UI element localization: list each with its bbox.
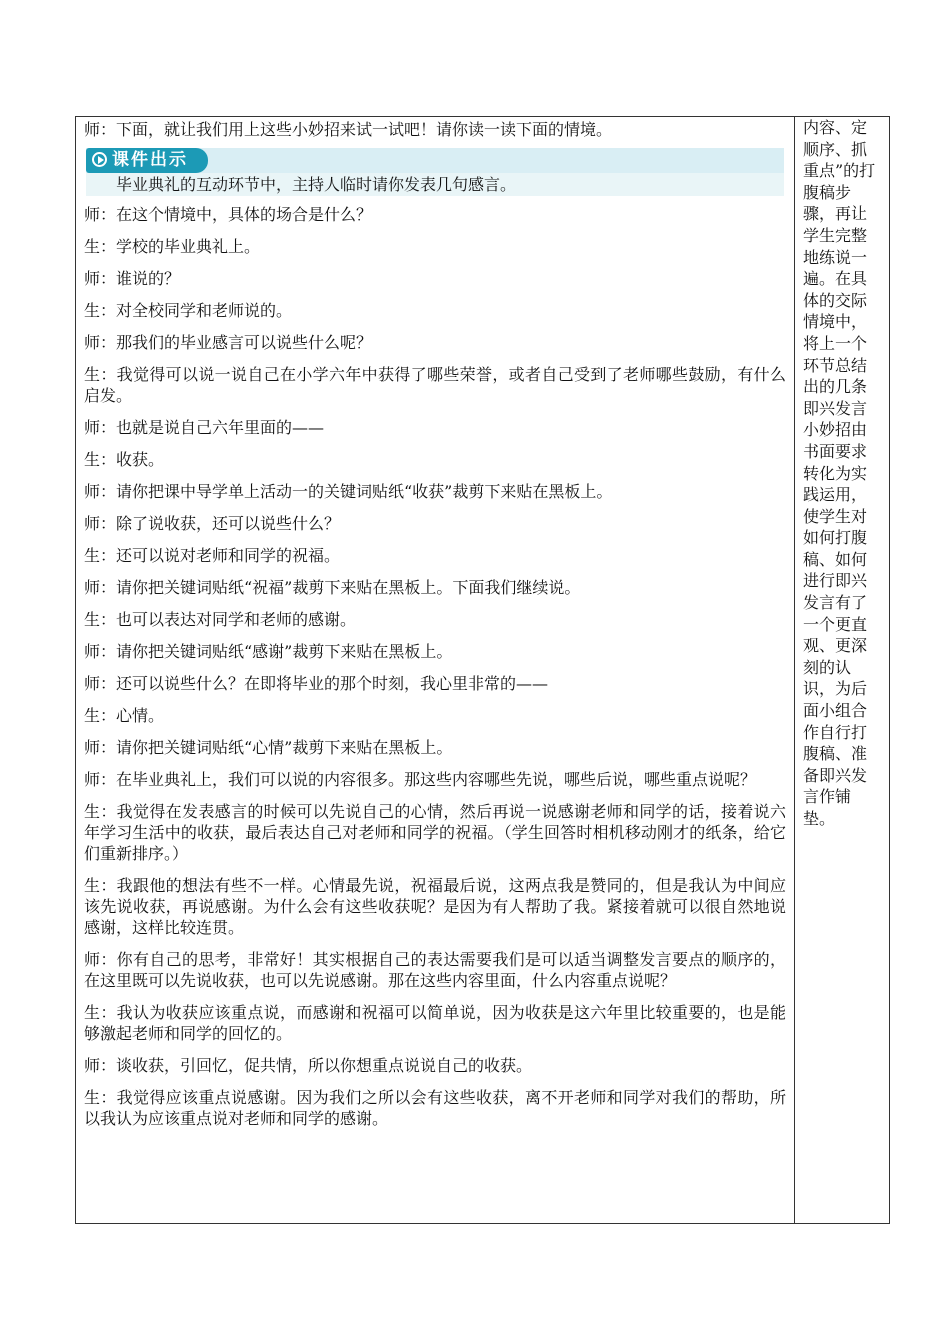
dialogue-line: 生：对全校同学和老师说的。 bbox=[84, 301, 293, 320]
dialogue-list bbox=[76, 204, 794, 1129]
dialogue-line: 生：我觉得应该重点说感谢。因为我们之所以会有这些收获，离不开老师和同学对我们的帮助，所以我认为应该重点说对老师和同学的感谢。 bbox=[84, 1088, 786, 1128]
dialogue-line: 师：在这个情境中，具体的场合是什么？ bbox=[84, 205, 373, 224]
dialogue-line: 生：我认为收获应该重点说，而感谢和祝福可以简单说，因为收获是这六年里比较重要的，也是能够激起老师和同学的回忆的。 bbox=[84, 1003, 786, 1043]
dialogue-line: 师：还可以说些什么？在即将毕业的那个时刻，我心里非常的—— bbox=[84, 674, 549, 693]
dialogue-line: 生：我觉得可以说一说自己在小学六年中获得了哪些荣誉，或者自己受到了老师哪些鼓励，有什么启发。 bbox=[84, 365, 786, 405]
courseware-banner bbox=[86, 148, 784, 173]
dialogue-line: 师：请你把关键词贴纸“心情”裁剪下来贴在黑板上。 bbox=[84, 738, 453, 757]
dialogue-line: 生：收获。 bbox=[84, 450, 165, 469]
dialogue-line: 生：学校的毕业典礼上。 bbox=[84, 237, 261, 256]
banner-tab bbox=[86, 148, 208, 173]
dialogue-line: 师：你有自己的思考，非常好！其实根据自己的表达需要我们是可以适当调整发言要点的顺序的，在这里既可以先说收获，也可以先说感谢。那在这些内容里面，什么内容重点说呢？ bbox=[84, 950, 786, 990]
dialogue-line: 生：心情。 bbox=[84, 706, 165, 725]
dialogue-column bbox=[76, 117, 795, 1223]
side-note: 内容、定顺序、抓重点”的打腹稿步骤，再让学生完整地练说一遍。在具体的交际情境中，将上一个环节总结出的几条即兴发言小妙招由书面要求转化为实践运用，使学生对如何打腹稿、如何进行即兴发言有了一个更直观、更深刻的认识，为后面小组合作自行打腹稿、准备即兴发言作铺垫。 bbox=[803, 118, 876, 828]
dialogue-line: 生：还可以说对老师和同学的祝福。 bbox=[84, 546, 341, 565]
design-notes-column bbox=[795, 117, 889, 1223]
dialogue-line: 师：谈收获，引回忆，促共情，所以你想重点说说自己的收获。 bbox=[84, 1056, 533, 1075]
dialogue-line: 师：在毕业典礼上，我们可以说的内容很多。那这些内容哪些先说，哪些后说，哪些重点说呢？ bbox=[84, 770, 757, 789]
banner-label: 课件出示 bbox=[112, 150, 188, 170]
dialogue-line: 生：我觉得在发表感言的时候可以先说自己的心情，然后再说一说感谢老师和同学的话，接着说六年学习生活中的收获，最后表达自己对老师和同学的祝福。（学生回答时相机移动刚才的纸条，给它们重新排序。） bbox=[84, 802, 786, 863]
dialogue-line: 师：请你把关键词贴纸“感谢”裁剪下来贴在黑板上。 bbox=[84, 642, 453, 661]
dialogue-line: 师：那我们的毕业感言可以说些什么呢？ bbox=[84, 333, 373, 352]
scenario-box: 毕业典礼的互动环节中，主持人临时请你发表几句感言。 bbox=[86, 173, 784, 196]
dialogue-line: 生：也可以表达对同学和老师的感谢。 bbox=[84, 610, 357, 629]
play-circle-icon bbox=[92, 152, 107, 167]
lesson-table bbox=[75, 116, 890, 1224]
dialogue-line: 师：谁说的？ bbox=[84, 269, 181, 288]
dialogue-line: 师：除了说收获，还可以说些什么？ bbox=[84, 514, 341, 533]
dialogue-line: 师：请你把关键词贴纸“祝福”裁剪下来贴在黑板上。下面我们继续说。 bbox=[84, 578, 581, 597]
intro-line: 师：下面，就让我们用上这些小妙招来试一试吧！请你读一读下面的情境。 bbox=[84, 120, 613, 139]
dialogue-line: 师：请你把课中导学单上活动一的关键词贴纸“收获”裁剪下来贴在黑板上。 bbox=[84, 482, 613, 501]
dialogue-line: 生：我跟他的想法有些不一样。心情最先说，祝福最后说，这两点我是赞同的，但是我认为中间应该先说收获，再说感谢。为什么会有这些收获呢？是因为有人帮助了我。紧接着就可以很自然地说感谢，这样比较连贯。 bbox=[84, 876, 786, 937]
dialogue-line: 师：也就是说自己六年里面的—— bbox=[84, 418, 325, 437]
